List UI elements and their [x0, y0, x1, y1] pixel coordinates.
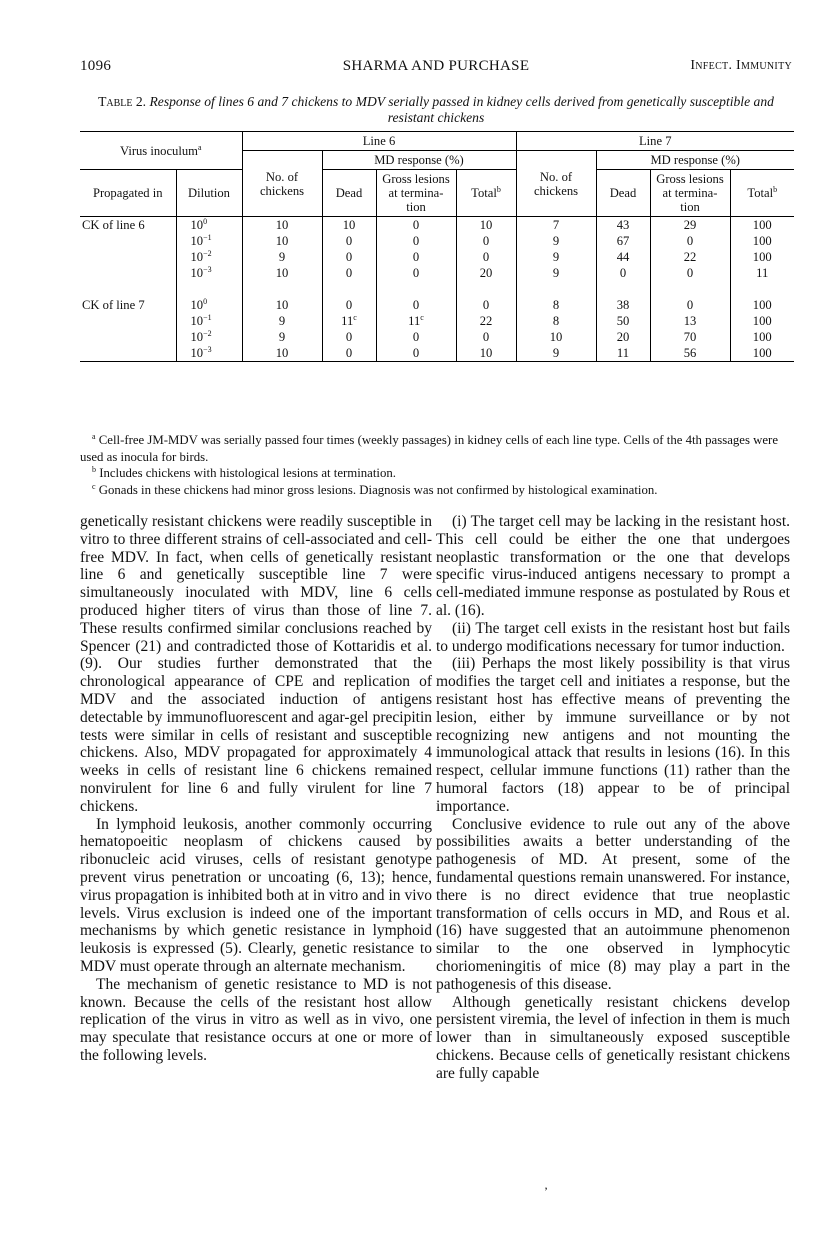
- cell-dilution: $10^0$: [176, 297, 242, 313]
- cell-l7-total: 100: [730, 313, 794, 329]
- page-number: 1096: [80, 58, 112, 74]
- group-spacer: [80, 281, 794, 297]
- table-body: [80, 217, 794, 362]
- table-title: Response of lines 6 and 7 chickens to MDV serially passed in kidney cells derived from genetically susceptible and resistant chickens: [149, 94, 774, 125]
- table-row: [80, 297, 794, 313]
- cell-l6-chickens: 10: [242, 233, 322, 249]
- cell-l6-chickens: 9: [242, 313, 322, 329]
- cell-propagated-in: [80, 313, 176, 329]
- cell-l6-dead: 0: [322, 329, 376, 345]
- header-l7-dead: Dead: [596, 170, 650, 217]
- cell-l6-gross: 0: [376, 233, 456, 249]
- cell-l7-gross: 0: [650, 233, 730, 249]
- cell-l6-gross: 0: [376, 329, 456, 345]
- cell-l7-total: 100: [730, 329, 794, 345]
- cell-l6-total: 0: [456, 233, 516, 249]
- header-virus-inoculum: Virus inoculum$^a$: [80, 132, 242, 170]
- cell-l6-gross: 0: [376, 297, 456, 313]
- paragraph: In lymphoid leukosis, another commonly occurring hematopoeitic neoplasm of chickens caused by ribonucleic acid viruses, cells of resistant genotype prevent virus penetration or uncoating (6, 13); hence, virus propagation is inhibited both at in vitro and in vivo levels. Virus exclusion is indeed one of the important mechanisms by which genetic resistance in lymphoid leukosis is expressed (5). Clearly, genetic resistance to MDV must operate through an alternate mechanism.: [80, 815, 432, 975]
- cell-l7-chickens: 10: [516, 329, 596, 345]
- cell-l7-chickens: 8: [516, 313, 596, 329]
- stray-mark: ’: [544, 1184, 548, 1198]
- right-text-column: [436, 513, 790, 1083]
- cell-l6-total: 10: [456, 217, 516, 234]
- cell-l7-total: 100: [730, 297, 794, 313]
- header-line6: Line 6: [242, 132, 516, 151]
- header-l6-no-chickens: No. of chickens: [242, 151, 322, 217]
- cell-l6-dead: 0: [322, 345, 376, 362]
- cell-dilution: $10^{-2}$: [176, 329, 242, 345]
- header-l6-md-response: MD response (%): [322, 151, 516, 170]
- running-authors: SHARMA AND PURCHASE: [342, 58, 530, 74]
- left-text-column: [80, 513, 432, 1065]
- cell-l7-dead: 50: [596, 313, 650, 329]
- cell-l7-chickens: 9: [516, 345, 596, 362]
- cell-l6-chickens: 10: [242, 297, 322, 313]
- cell-propagated-in: [80, 345, 176, 362]
- cell-propagated-in: [80, 329, 176, 345]
- paragraph: The mechanism of genetic resistance to MD is not known. Because the cells of the resistant host allow replication of the virus in vitro as well as in vivo, one may speculate that resistance occurs at one or more of the following levels.: [80, 975, 432, 1064]
- footnote-a: $^a$ Cell-free JM-MDV was serially passed four times (weekly passages) in kidney cells of each line type. Cells of the 4th passages were used as inocula for birds.: [80, 432, 778, 464]
- cell-l6-chickens: 10: [242, 345, 322, 362]
- cell-l7-gross: 56: [650, 345, 730, 362]
- cell-l6-total: 22: [456, 313, 516, 329]
- cell-l6-gross: 0: [376, 265, 456, 281]
- table-head: [80, 132, 794, 217]
- cell-l7-total: 100: [730, 345, 794, 362]
- cell-l7-gross: 29: [650, 217, 730, 234]
- cell-l6-total: 20: [456, 265, 516, 281]
- cell-l7-gross: 70: [650, 329, 730, 345]
- cell-propagated-in: [80, 233, 176, 249]
- paragraph: genetically resistant chickens were readily susceptible in vitro to three different strains of cell-associated and cell-free MDV. In fact, when cells of genetically resistant line 6 and genetically susceptible line 7 were simultaneously inoculated with MDV, line 6 cells produced higher titers of virus than those of line 7. These results confirmed similar conclusions reached by Spencer (21) and contradicted those of Kottaridis et al. (9). Our studies further demonstrated that the chronological appearance of CPE and replication of MDV and the associated induction of antigens detectable by immunofluorescent and agar-gel precipitin tests were similar in cells of resistant and susceptible chickens. Also, MDV propagated for approximately 4 weeks in cells of resistant line 6 chickens remained nonvirulent for line 6 and fully virulent for line 7 chickens.: [80, 513, 432, 815]
- cell-l7-gross: 0: [650, 265, 730, 281]
- table-row: [80, 233, 794, 249]
- paragraph: Although genetically resistant chickens develop persistent viremia, the level of infection in them is much lower than in simultaneously exposed susceptible chickens. Because cells of genetically resistant chickens are fully capable: [436, 993, 790, 1082]
- cell-dilution: $10^0$: [176, 217, 242, 234]
- header-l7-gross: Gross lesions at termina- tion: [650, 170, 730, 217]
- cell-l7-total: 11: [730, 265, 794, 281]
- cell-l6-dead: 0: [322, 297, 376, 313]
- running-header: [80, 58, 792, 80]
- cell-l7-chickens: 8: [516, 297, 596, 313]
- cell-l6-dead: 11$^c$: [322, 313, 376, 329]
- cell-l7-dead: 38: [596, 297, 650, 313]
- cell-l7-chickens: 9: [516, 265, 596, 281]
- cell-l6-chickens: 10: [242, 265, 322, 281]
- paragraph: (iii) Perhaps the most likely possibility is that virus modifies the target cell and initiates a response, but the resistant host has effective means of preventing the lesion, either by immune surveillance or by not recognizing new antigens and not mounting the immunological attack that results in lesions (16). In this respect, cellular immune functions (11) rather than the humoral factors (18) appear to be of principal importance.: [436, 655, 790, 815]
- cell-l6-gross: 0: [376, 249, 456, 265]
- cell-l7-chickens: 9: [516, 249, 596, 265]
- header-dilution: Dilution: [176, 170, 242, 217]
- footnote-c: $^c$ Gonads in these chickens had minor gross lesions. Diagnosis was not confirmed by histological examination.: [92, 481, 658, 497]
- cell-l6-total: 0: [456, 249, 516, 265]
- cell-dilution: $10^{-2}$: [176, 249, 242, 265]
- cell-l6-chickens: 10: [242, 217, 322, 234]
- header-propagated-in: Propagated in: [80, 170, 176, 217]
- cell-l7-gross: 22: [650, 249, 730, 265]
- header-l7-total: Total$^b$: [730, 170, 794, 217]
- cell-dilution: $10^{-3}$: [176, 265, 242, 281]
- cell-propagated-in: [80, 265, 176, 281]
- table-footnotes: [80, 432, 794, 498]
- paragraph: (i) The target cell may be lacking in the resistant host. This cell could be either the one that undergoes neoplastic transformation or the one that develops specific virus-induced antigens necessary to prompt a cell-mediated immune response as postulated by Rous et al. (16).: [436, 513, 790, 619]
- header-line7: Line 7: [516, 132, 794, 151]
- cell-l6-chickens: 9: [242, 329, 322, 345]
- cell-l6-total: 10: [456, 345, 516, 362]
- table-label: Table 2.: [98, 94, 147, 109]
- cell-l7-gross: 0: [650, 297, 730, 313]
- header-l7-no-chickens: No. of chickens: [516, 151, 596, 217]
- cell-l7-gross: 13: [650, 313, 730, 329]
- table-row: [80, 265, 794, 281]
- cell-l6-chickens: 9: [242, 249, 322, 265]
- header-l6-gross: Gross lesions at termina- tion: [376, 170, 456, 217]
- cell-l6-dead: 10: [322, 217, 376, 234]
- cell-l7-dead: 0: [596, 265, 650, 281]
- table-row: [80, 345, 794, 362]
- cell-l7-dead: 67: [596, 233, 650, 249]
- cell-propagated-in: CK of line 6: [82, 218, 145, 232]
- table-caption: [80, 94, 792, 126]
- cell-l6-dead: 0: [322, 233, 376, 249]
- cell-l7-dead: 20: [596, 329, 650, 345]
- header-l7-md-response: MD response (%): [596, 151, 794, 170]
- cell-l6-total: 0: [456, 297, 516, 313]
- header-l6-total: Total$^b$: [456, 170, 516, 217]
- cell-l7-chickens: 9: [516, 233, 596, 249]
- cell-l6-gross: 0: [376, 217, 456, 234]
- paragraph: (ii) The target cell exists in the resistant host but fails to undergo modifications necessary for tumor induction.: [436, 619, 790, 655]
- cell-l7-dead: 43: [596, 217, 650, 234]
- journal-name: Infect. Immunity: [690, 58, 792, 73]
- cell-l7-chickens: 7: [516, 217, 596, 234]
- cell-l6-dead: 0: [322, 249, 376, 265]
- cell-dilution: $10^{-3}$: [176, 345, 242, 362]
- table-row: [80, 249, 794, 265]
- cell-l6-gross: 11$^c$: [376, 313, 456, 329]
- cell-l6-gross: 0: [376, 345, 456, 362]
- results-table: [80, 131, 794, 362]
- cell-dilution: $10^{-1}$: [176, 313, 242, 329]
- paragraph: Conclusive evidence to rule out any of the above possibilities awaits a better understanding of the pathogenesis of MD. At present, some of the fundamental questions remain unanswered. For instance, there is no direct evidence that true neoplastic transformation of cells occurs in MD, and Rous et al. (16) have suggested that an autoimmune phenomenon similar to the one observed in lymphocytic choriomeningitis of mice (8) may play a part in the pathogenesis of this disease.: [436, 815, 790, 993]
- table-row: [80, 217, 794, 234]
- cell-l7-total: 100: [730, 217, 794, 234]
- cell-l7-dead: 11: [596, 345, 650, 362]
- cell-l7-total: 100: [730, 249, 794, 265]
- footnote-b: $^b$ Includes chickens with histological lesions at termination.: [92, 465, 396, 480]
- header-l6-dead: Dead: [322, 170, 376, 217]
- cell-l6-dead: 0: [322, 265, 376, 281]
- cell-l7-dead: 44: [596, 249, 650, 265]
- cell-propagated-in: CK of line 7: [82, 298, 145, 312]
- table-row: [80, 329, 794, 345]
- table-row: [80, 313, 794, 329]
- cell-propagated-in: [80, 249, 176, 265]
- cell-dilution: $10^{-1}$: [176, 233, 242, 249]
- cell-l7-total: 100: [730, 233, 794, 249]
- cell-l6-total: 0: [456, 329, 516, 345]
